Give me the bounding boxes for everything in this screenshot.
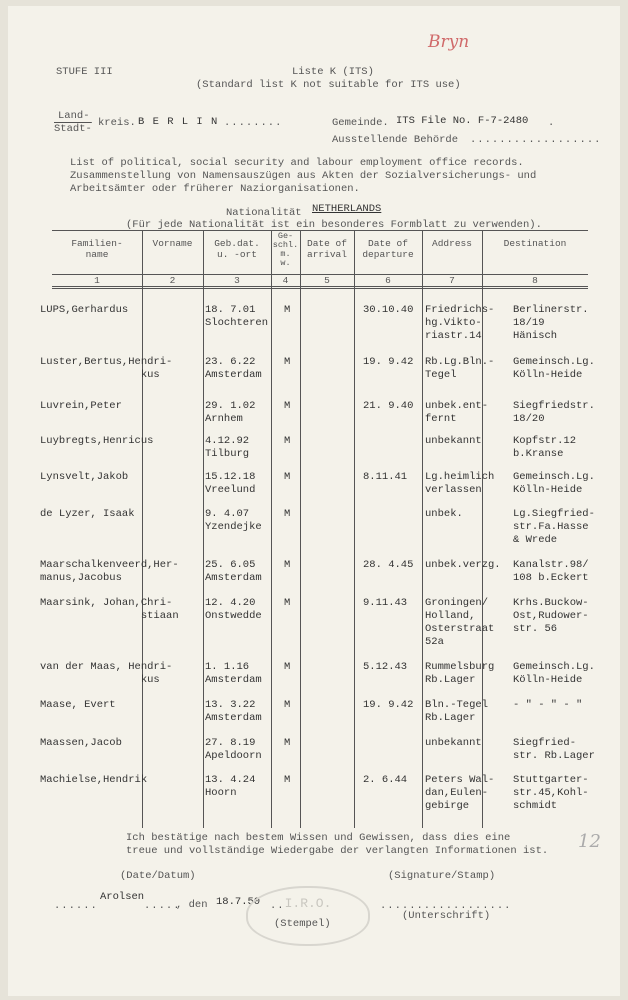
row-birth: 1. 1.16 Amsterdam xyxy=(205,661,262,686)
nationality-label: Nationalität xyxy=(226,207,302,219)
behoerde-label: Ausstellende Behörde xyxy=(332,134,459,146)
column-header-6: Date of departure xyxy=(362,238,414,260)
description-de-2: Arbeitsämter oder früherer Naziorganisationen. xyxy=(70,183,360,195)
row-address: Rummelsburg Rb.Lager xyxy=(425,661,495,686)
row-address: unbek.verzg. xyxy=(425,559,501,571)
row-departure: 30.10.40 xyxy=(363,304,414,316)
row-destination: Gemeinsch.Lg. Kölln-Heide xyxy=(513,356,595,381)
iro-stamp xyxy=(246,886,370,946)
row-address: Groningen/ Holland, Osterstraat 52a xyxy=(425,597,495,648)
liste-title: Liste K (ITS) xyxy=(292,66,374,78)
confirmation-line-1: Ich bestätige nach bestem Wissen und Gewissen, dass dies eine xyxy=(126,832,511,844)
behoerde-dots: .................. xyxy=(470,134,602,146)
row-birth: 9. 4.07 Yzendejke xyxy=(205,508,262,533)
row-sex: M xyxy=(284,774,291,786)
row-address: unbekannt xyxy=(425,435,482,447)
row-sex: M xyxy=(284,304,291,316)
row-name: de Lyzer, Isaak xyxy=(40,508,135,520)
column-number-7: 7 xyxy=(449,275,455,286)
row-departure: 28. 4.45 xyxy=(363,559,414,571)
row-name: Lynsvelt,Jakob xyxy=(40,471,129,483)
row-address: unbekannt xyxy=(425,737,482,749)
row-birth: 27. 8.19 Apeldoorn xyxy=(205,737,262,762)
row-name: Maarsink, Johan,Chri- stiaan xyxy=(40,597,179,622)
column-header-2: Vorname xyxy=(152,238,193,249)
row-sex: M xyxy=(284,356,291,368)
column-header-3: Geb.dat. u. -ort xyxy=(214,238,260,260)
row-name: Luster,Bertus,Hendri- kus xyxy=(40,356,173,381)
row-address: Peters Wal- dan,Eulen- gebirge xyxy=(425,774,495,812)
row-sex: M xyxy=(284,400,291,412)
row-destination: Kanalstr.98/ 108 b.Eckert xyxy=(513,559,589,584)
kreis-label: kreis. xyxy=(98,117,136,129)
row-name: Luybregts,Henricus xyxy=(40,435,154,447)
stufe-label: STUFE III xyxy=(56,66,113,78)
row-name: van der Maas, Hendri- kus xyxy=(40,661,173,686)
row-address: Friedrichs- hg.Vikto- riastr.14 xyxy=(425,304,495,342)
row-name: Maase, Evert xyxy=(40,699,116,711)
stamp-text: I.R.O. xyxy=(284,896,332,911)
row-departure: 9.11.43 xyxy=(363,597,408,609)
row-destination: Gemeinsch.Lg. Kölln-Heide xyxy=(513,661,595,686)
row-name: Luvrein,Peter xyxy=(40,400,122,412)
row-destination: Siegfriedstr. 18/20 xyxy=(513,400,595,425)
page-mark: 12 xyxy=(578,831,601,852)
row-destination: Berlinerstr. 18/19 Hänisch xyxy=(513,304,589,342)
row-departure: 19. 9.42 xyxy=(363,356,414,368)
column-number-1: 1 xyxy=(94,275,100,286)
column-number-5: 5 xyxy=(324,275,330,286)
row-destination: Gemeinsch.Lg. Kölln-Heide xyxy=(513,471,595,496)
row-birth: 12. 4.20 Onstwedde xyxy=(205,597,262,622)
row-birth: 13. 4.24 Hoorn xyxy=(205,774,256,799)
row-sex: M xyxy=(284,559,291,571)
kreis-value: B E R L I N xyxy=(138,116,219,128)
gemeinde-label: Gemeinde. xyxy=(332,117,389,129)
row-birth: 29. 1.02 Arnhem xyxy=(205,400,256,425)
row-birth: 15.12.18 Vreelund xyxy=(205,471,256,496)
nationality-value: NETHERLANDS xyxy=(312,203,382,215)
column-header-1: Familien- name xyxy=(71,238,123,260)
row-sex: M xyxy=(284,699,291,711)
row-sex: M xyxy=(284,597,291,609)
row-name: Machielse,Hendrik xyxy=(40,774,148,786)
row-destination: Kopfstr.12 b.Kranse xyxy=(513,435,577,460)
column-number-4: 4 xyxy=(282,275,289,286)
row-birth: 4.12.92 Tilburg xyxy=(205,435,250,460)
description-en: List of political, social security and labour employment office records. xyxy=(70,157,524,169)
kreis-dots: ........ xyxy=(224,117,283,129)
stadt-label: Stadt- xyxy=(54,123,92,135)
row-address: Bln.-Tegel Rb.Lager xyxy=(425,699,489,724)
column-number-2: 2 xyxy=(169,275,176,286)
column-number-6: 6 xyxy=(385,275,391,286)
row-departure: 2. 6.44 xyxy=(363,774,408,786)
row-address: Rb.Lg.Bln.- Tegel xyxy=(425,356,495,381)
row-sex: M xyxy=(284,737,291,749)
column-header-7: Address xyxy=(432,238,472,249)
row-departure: 19. 9.42 xyxy=(363,699,414,711)
row-departure: 21. 9.40 xyxy=(363,400,414,412)
stamp-label: (Stempel) xyxy=(274,918,331,930)
column-header-5: Date of arrival xyxy=(307,238,347,260)
row-departure: 5.12.43 xyxy=(363,661,408,673)
row-sex: M xyxy=(284,471,291,483)
row-address: Lg.heimlich verlassen xyxy=(425,471,495,496)
row-departure: 8.11.41 xyxy=(363,471,408,483)
row-sex: M xyxy=(284,508,291,520)
row-birth: 23. 6.22 Amsterdam xyxy=(205,356,262,381)
row-destination: Lg.Siegfried- str.Fa.Hasse & Wrede xyxy=(513,508,595,546)
row-address: unbek.ent- fernt xyxy=(425,400,489,425)
handwritten-annotation: Bryn xyxy=(428,32,470,52)
description-de-1: Zusammenstellung von Namensauszügen aus Akten der Sozialversicherungs- und xyxy=(70,170,537,182)
its-file-number: ITS File No. F-7-2480 xyxy=(396,115,529,127)
row-name: LUPS,Gerhardus xyxy=(40,304,129,316)
den-label: , den xyxy=(176,899,208,911)
land-label: Land- xyxy=(58,110,90,122)
row-birth: 13. 3.22 Amsterdam xyxy=(205,699,262,724)
row-sex: M xyxy=(284,661,291,673)
column-number-3: 3 xyxy=(234,275,240,286)
row-destination: Siegfried- str. Rb.Lager xyxy=(513,737,595,762)
date-dots: .. xyxy=(270,900,285,912)
place-value: Arolsen xyxy=(100,891,145,903)
confirmation-line-2: treue und vollständige Wiedergabe der verlangten Informationen ist. xyxy=(126,845,549,857)
date-label: (Date/Datum) xyxy=(120,870,196,882)
column-header-8: Destination xyxy=(503,238,567,249)
row-name: Maarschalkenveerd,Her- manus,Jacobus xyxy=(40,559,179,584)
signature-dots: .................. xyxy=(380,900,512,912)
nationality-note: (Für jede Nationalität ist ein besonderes Formblatt zu verwenden). xyxy=(126,219,542,231)
row-name: Maassen,Jacob xyxy=(40,737,122,749)
row-birth: 25. 6.05 Amsterdam xyxy=(205,559,262,584)
column-number-8: 8 xyxy=(532,275,538,286)
row-destination: - " - " - " xyxy=(513,699,583,711)
row-destination: Krhs.Buckow- Ost,Rudower- str. 56 xyxy=(513,597,589,635)
gemeinde-dots: . xyxy=(548,117,555,129)
document-sheet xyxy=(8,6,620,996)
unterschrift-label: (Unterschrift) xyxy=(402,910,491,922)
place-dots: ...... xyxy=(54,900,98,912)
row-birth: 18. 7.01 Slochteren xyxy=(205,304,269,329)
column-header-4: Ge- schl. m. w. xyxy=(272,231,299,268)
liste-subtitle: (Standard list K not suitable for ITS use) xyxy=(196,79,461,91)
signature-label: (Signature/Stamp) xyxy=(388,870,496,882)
place-dots-2: ..... xyxy=(144,900,181,912)
row-address: unbek. xyxy=(425,508,463,520)
row-sex: M xyxy=(284,435,291,447)
row-destination: Stuttgarter- str.45,Kohl- schmidt xyxy=(513,774,589,812)
date-value: 18.7.50 xyxy=(216,896,261,908)
